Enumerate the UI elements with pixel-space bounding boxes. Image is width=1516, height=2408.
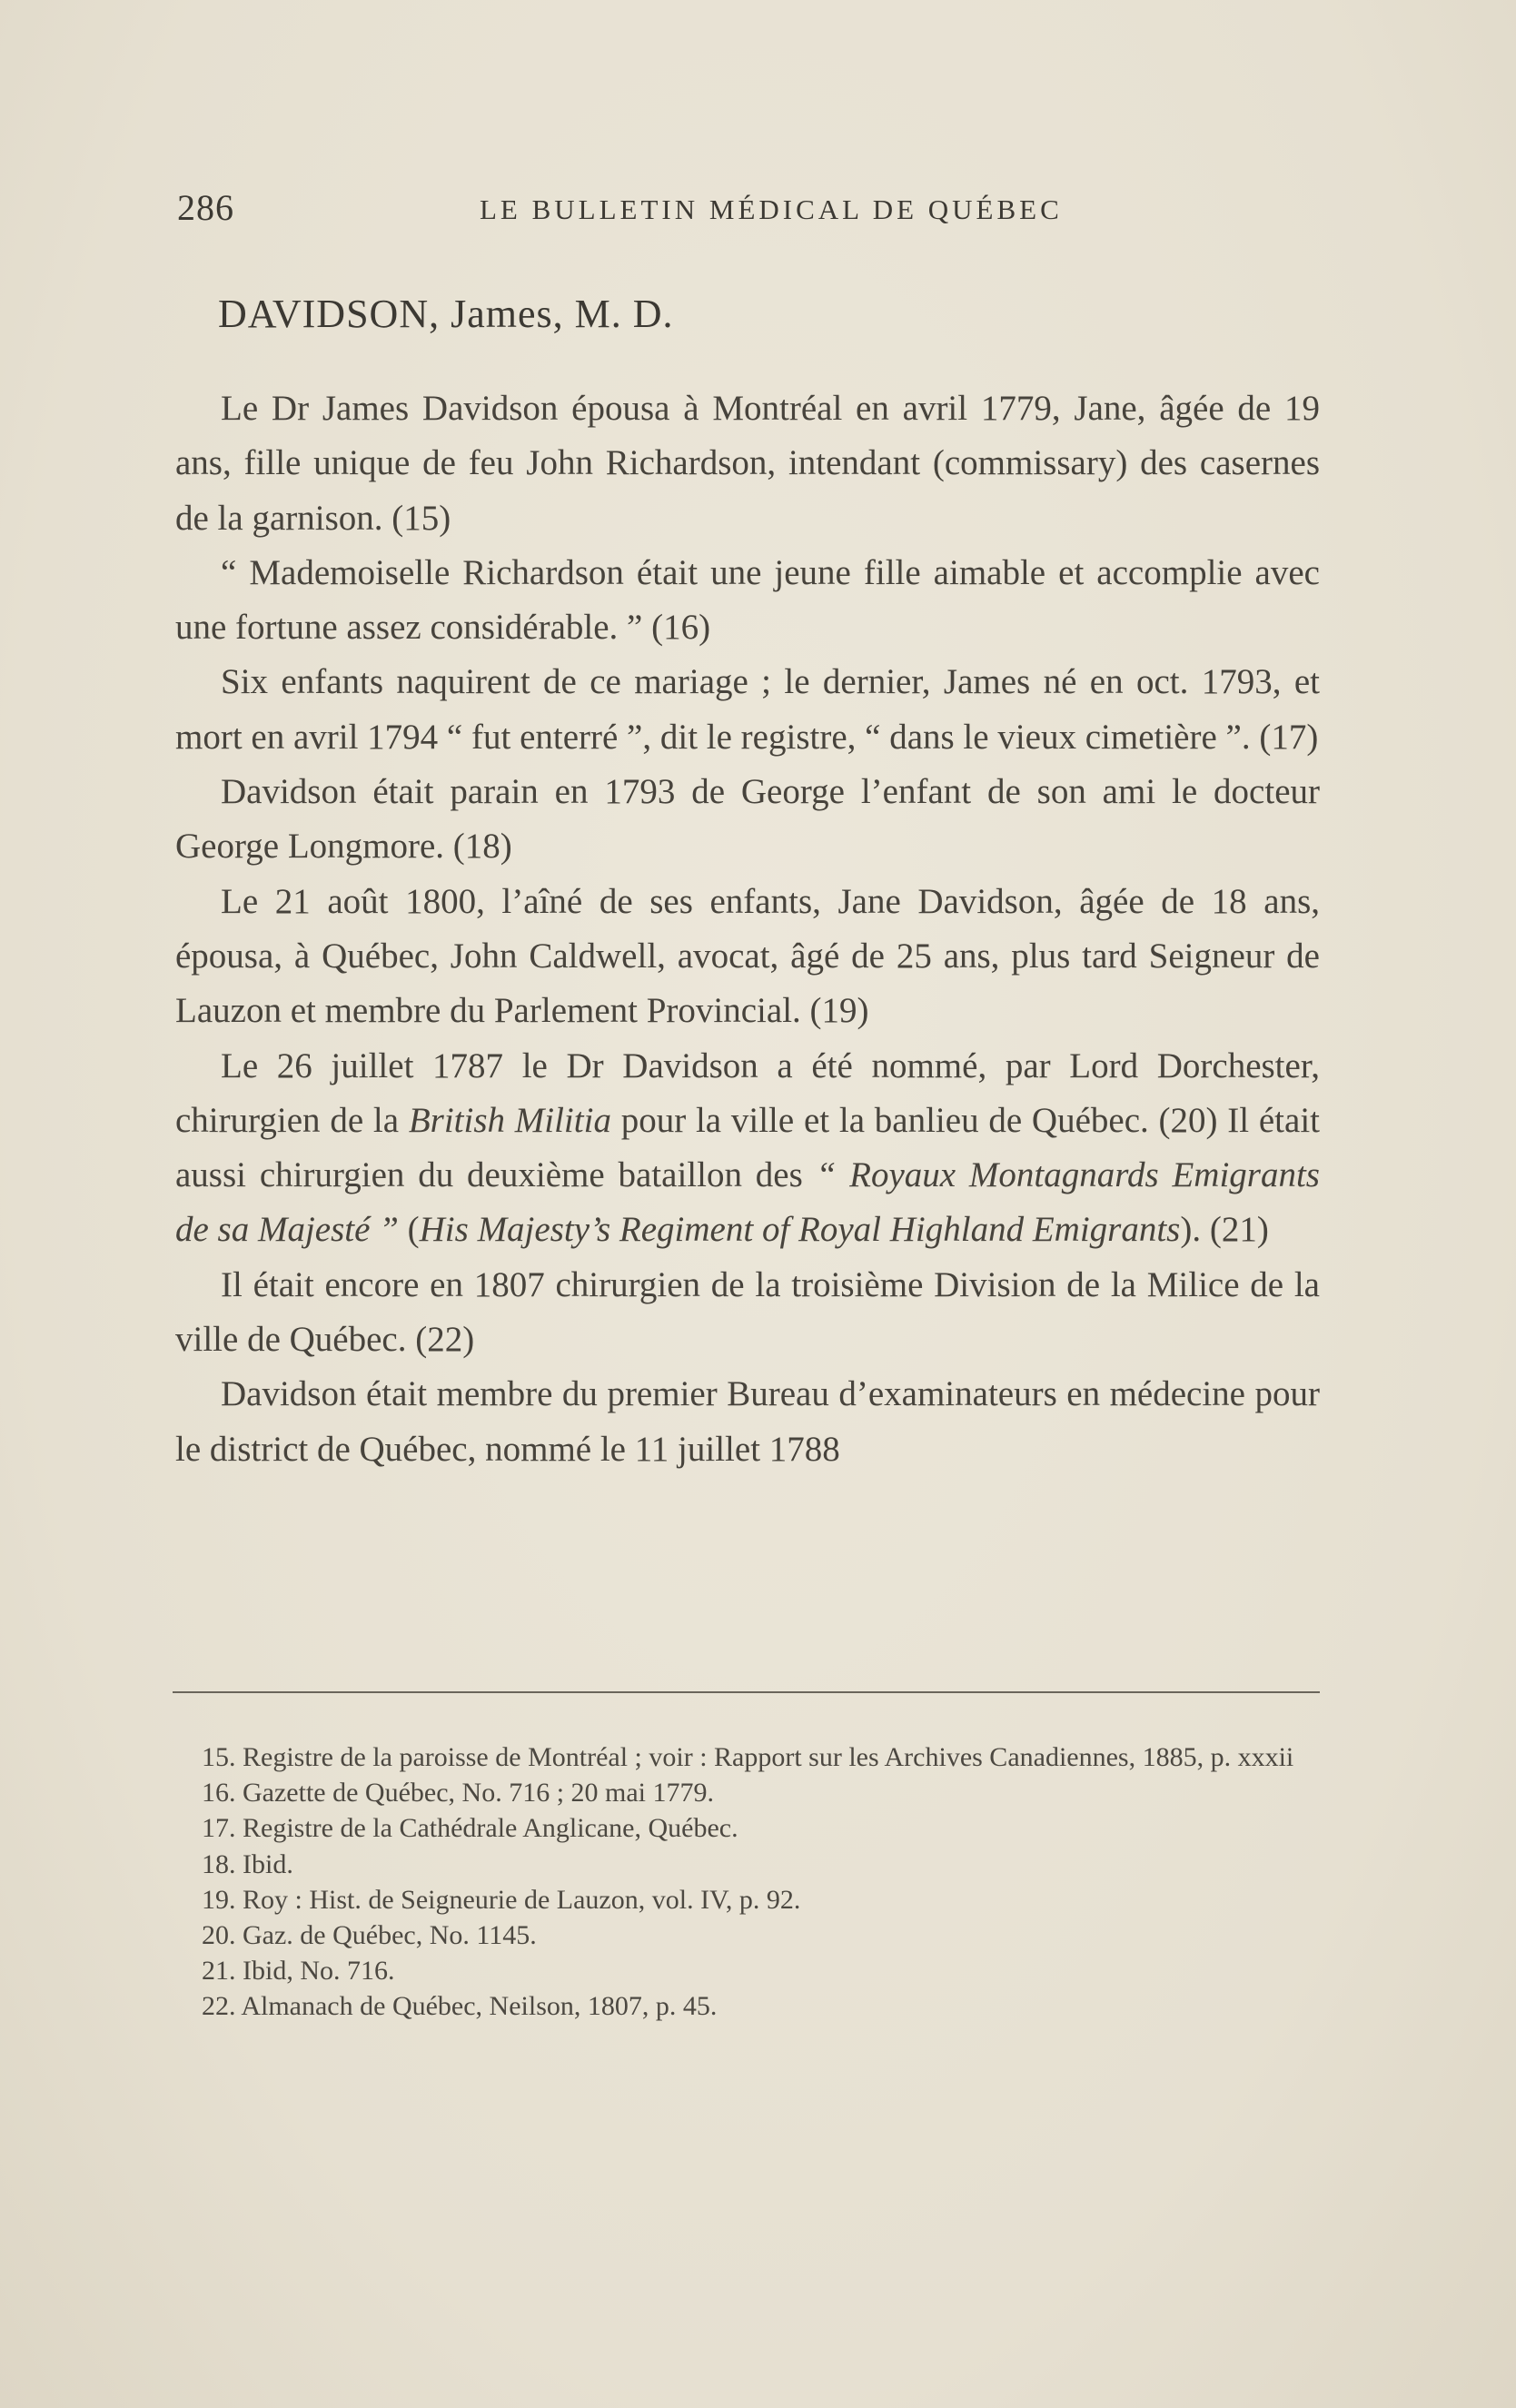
footnote: 15. Registre de la paroisse de Montréal ; voir : Rapport sur les Archives Canadiennes, 1885, p. xxxii — [202, 1742, 1294, 1772]
footnote: 21. Ibid, No. 716. — [202, 1956, 395, 1987]
paragraph: Six enfants naquirent de ce mariage ; le dernier, James né en oct. 1793, et mort en avril 1794 “ fut enterré ”, dit le registre, “ dans le vieux cimetière ”. (17) — [175, 662, 1320, 757]
text-run: ( — [398, 1210, 420, 1250]
footnote: 19. Roy : Hist. de Seigneurie de Lauzon, vol. IV, p. 92. — [202, 1884, 801, 1915]
text-run: Le 26 juillet 1787 le Dr Davidson a été nommé, par Lord Dorchester, chirurgien de la — [175, 1045, 1320, 1140]
article-title: DAVIDSON, James, M. D. — [218, 292, 674, 336]
footnote: 20. Gaz. de Québec, No. 1145. — [202, 1920, 537, 1951]
paragraph: Il était encore en 1807 chirurgien de la troisième Division de la Milice de la ville de Québec. (22) — [175, 1264, 1320, 1360]
paragraph — [175, 1039, 1320, 1258]
journal-title: LE BULLETIN MÉDICAL DE QUÉBEC — [480, 193, 1063, 225]
text-run: ). (21) — [1180, 1210, 1269, 1250]
text-run: pour la ville et la banlieu de Québec. (20) Il était aussi chirurgien du deuxième bataillon des — [175, 1100, 1320, 1195]
page-number: 286 — [177, 187, 234, 228]
footnote: 16. Gazette de Québec, No. 716 ; 20 mai 1779. — [202, 1778, 715, 1808]
footnote: 17. Registre de la Cathédrale Anglicane, Québec. — [202, 1813, 738, 1844]
paragraph: Davidson était membre du premier Bureau d’examinateurs en médecine pour le district de Québec, nommé le 11 juillet 1788 — [175, 1374, 1320, 1469]
footnotes — [173, 1739, 1320, 2025]
paragraph: Le 21 août 1800, l’aîné de ses enfants, Jane Davidson, âgée de 18 ans, épousa, à Québec, John Caldwell, avocat, âgé de 25 ans, plus tard Seigneur de Lauzon et membre du Parlement Provincial. (19) — [175, 881, 1320, 1031]
footnote: 18. Ibid. — [202, 1848, 293, 1879]
footnote: 22. Almanach de Québec, Neilson, 1807, p. 45. — [202, 1991, 718, 2022]
italic-text: His Majesty’s Regiment of Royal Highland Emigrants — [419, 1210, 1181, 1250]
paragraph: “ Mademoiselle Richardson était une jeune fille aimable et accomplie avec une fortune assez considérable. ” (16) — [175, 552, 1320, 648]
italic-text: British Militia — [408, 1100, 611, 1140]
paragraph: Davidson était parain en 1793 de George l’enfant de son ami le docteur George Longmore. (18) — [175, 772, 1320, 867]
paragraph: Le Dr James Davidson épousa à Montréal en avril 1779, Jane, âgée de 19 ans, fille unique de feu John Richardson, intendant (commissary) des casernes de la garnison. (15) — [175, 389, 1320, 538]
italic-text: “ Royaux Montagnards Emigrants de sa Majesté ” — [175, 1155, 1320, 1250]
footnote-divider — [173, 1691, 1320, 1693]
running-head — [177, 186, 1331, 241]
article-body — [175, 382, 1320, 1477]
